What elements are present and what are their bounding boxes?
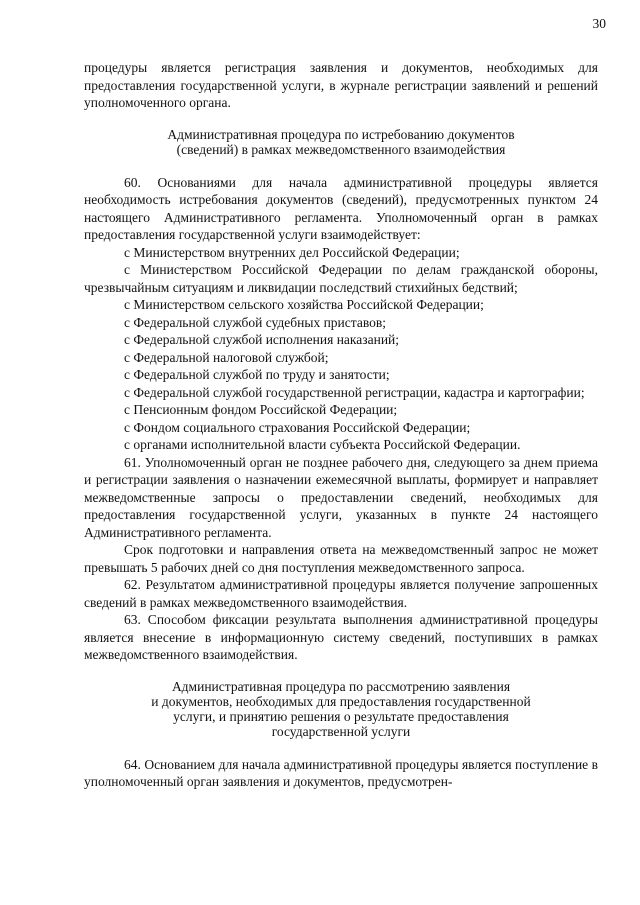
- document-body: [84, 59, 598, 791]
- section-heading-review: [84, 679, 598, 739]
- paragraph-continuation: процедуры является регистрация заявления и документов, необходимых для предоставления государственной услуги, в журнале регистрации заявлений и решений уполномоченного органа.: [84, 60, 598, 110]
- list-item: с Федеральной службой исполнения наказаний;: [124, 332, 400, 347]
- paragraph-62: 62. Результатом административной процедуры является получение запрошенных сведений в рамках межведомственного взаимодействия.: [84, 577, 598, 610]
- list-item: с Пенсионным фондом Российской Федерации;: [124, 402, 398, 417]
- list-item: с Федеральной службой государственной регистрации, кадастра и картографии;: [124, 384, 585, 400]
- heading-line: Административная процедура по рассмотрению заявления: [171, 678, 511, 694]
- heading-line: услуги, и принятию решения о результате предоставления: [173, 708, 509, 724]
- paragraph-61-deadline: Срок подготовки и направления ответа на межведомственный запрос не может превышать 5 рабочих дней со дня поступления межведомственного запроса.: [84, 542, 598, 575]
- list-item: с Фондом социального страхования Российской Федерации;: [124, 419, 471, 435]
- paragraph-60: 60. Основаниями для начала административной процедуры является необходимость истребования документов (сведений), предусмотренных пунктом 24 настоящего Административного регламента. Уполномоченный орган в рамках предоставления государственной услуги взаимодействует:: [84, 174, 598, 242]
- heading-line: (сведений) в рамках межведомственного взаимодействия: [176, 141, 506, 157]
- section-heading-interagency: [84, 127, 598, 157]
- list-item: с Министерством внутренних дел Российской Федерации;: [124, 244, 460, 260]
- heading-line: и документов, необходимых для предоставления государственной: [151, 693, 531, 709]
- list-item: с Федеральной налоговой службой;: [124, 349, 329, 365]
- heading-line: Административная процедура по истребованию документов: [167, 126, 515, 142]
- heading-line: государственной услуги: [271, 723, 411, 739]
- page-number: 30: [592, 16, 606, 31]
- paragraph-61: 61. Уполномоченный орган не позднее рабочего дня, следующего за днем приема и регистрации заявления о назначении ежемесячной выплаты, формирует и направляет межведомственные запросы о предоставлении сведений, необходимых для предоставления государственной услуги, указанных в пункте 24 настоящего Административного регламента.: [84, 454, 598, 540]
- paragraph-63: 63. Способом фиксации результата выполнения административной процедуры является внесение в информационную систему сведений, поступивших в рамках межведомственного взаимодействия.: [84, 612, 598, 662]
- paragraph-64: 64. Основанием для начала административной процедуры является поступление в уполномоченный орган заявления и документов, предусмотрен-: [84, 756, 598, 789]
- list-item: с органами исполнительной власти субъекта Российской Федерации.: [124, 437, 521, 452]
- list-item: с Министерством сельского хозяйства Российской Федерации;: [124, 297, 484, 312]
- list-item: с Министерством Российской Федерации по делам гражданской обороны, чрезвычайным ситуациям и ликвидации последствий стихийных бедствий;: [84, 262, 598, 295]
- list-item: с Федеральной службой судебных приставов;: [124, 314, 386, 330]
- list-item: с Федеральной службой по труду и занятости;: [124, 367, 390, 382]
